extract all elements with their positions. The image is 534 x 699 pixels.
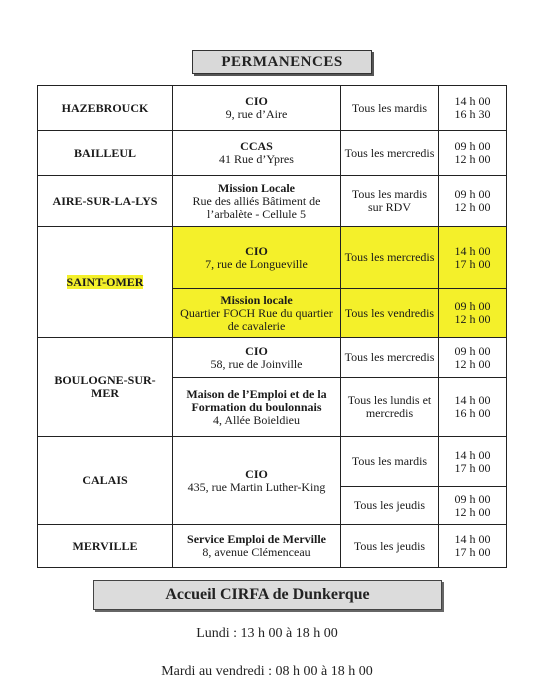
permanences-table xyxy=(37,85,507,568)
place-cell xyxy=(173,176,341,227)
city-cell: BOULOGNE-SUR-MER xyxy=(38,338,173,437)
place-address: 7, rue de Longueville xyxy=(205,256,308,271)
place-address: 8, avenue Clémenceau xyxy=(202,545,311,559)
hour-end: 17 h 00 xyxy=(454,460,491,475)
hour-end: 16 h 30 xyxy=(454,107,491,121)
place-name: Mission Locale xyxy=(218,180,295,195)
hours-cell xyxy=(439,176,507,227)
table-row xyxy=(38,338,507,378)
hour-start: 09 h 00 xyxy=(454,187,491,201)
table-row xyxy=(38,131,507,176)
hour-end: 12 h 00 xyxy=(454,312,491,326)
place-name: CIO xyxy=(245,343,268,358)
place-cell xyxy=(173,525,341,568)
place-address: 4, Allée Boieldieu xyxy=(213,412,300,427)
hour-end: 12 h 00 xyxy=(454,152,491,166)
hour-end: 12 h 00 xyxy=(454,504,491,519)
place-address: Rue des alliés Bâtiment de l’arbalète - Cellule 5 xyxy=(192,193,321,221)
hours-cell xyxy=(439,86,507,131)
hour-start: 14 h 00 xyxy=(454,532,491,546)
city-cell: MERVILLE xyxy=(38,525,173,568)
hours-cell xyxy=(439,289,507,338)
days-cell: Tous les mercredis xyxy=(341,227,439,289)
hour-end: 17 h 00 xyxy=(454,545,491,559)
hour-start: 14 h 00 xyxy=(454,393,491,407)
city-highlight: SAINT-OMER xyxy=(66,274,144,289)
cirfa-title: Accueil CIRFA de Dunkerque xyxy=(93,580,442,610)
days-cell: Tous les jeudis xyxy=(341,525,439,568)
place-name: CCAS xyxy=(240,139,273,153)
days-cell: Tous les jeudis xyxy=(341,487,439,525)
days-cell: Tous les mardis xyxy=(341,86,439,131)
place-cell xyxy=(173,227,341,289)
hours-cell xyxy=(439,525,507,568)
days-cell: Tous les mercredis xyxy=(341,338,439,378)
hour-start: 09 h 00 xyxy=(454,299,491,313)
hours-cell xyxy=(439,378,507,437)
hours-cell xyxy=(439,437,507,487)
hours-cell xyxy=(439,487,507,525)
cirfa-hours-weekdays: Mardi au vendredi : 08 h 00 à 18 h 00 xyxy=(161,664,373,679)
table-row xyxy=(38,525,507,568)
hour-start: 14 h 00 xyxy=(454,243,491,258)
page-title: PERMANENCES xyxy=(192,50,372,74)
hour-end: 12 h 00 xyxy=(454,200,491,214)
place-name: Mission locale xyxy=(220,292,293,307)
days-cell: Tous les mardis sur RDV xyxy=(341,176,439,227)
city-cell: HAZEBROUCK xyxy=(38,86,173,131)
days-cell: Tous les vendredis xyxy=(341,289,439,338)
hour-start: 09 h 00 xyxy=(454,139,491,153)
place-cell xyxy=(173,338,341,378)
place-name: CIO xyxy=(245,94,268,108)
hour-start: 14 h 00 xyxy=(454,447,491,462)
hour-start: 09 h 00 xyxy=(454,343,491,358)
table-row xyxy=(38,437,507,487)
hour-start: 14 h 00 xyxy=(454,94,491,108)
table-row xyxy=(38,227,507,289)
days-cell: Tous les lundis et mercredis xyxy=(341,378,439,437)
place-address: 58, rue de Joinville xyxy=(210,356,303,371)
table-row xyxy=(38,176,507,227)
city-cell: AIRE-SUR-LA-LYS xyxy=(38,176,173,227)
hours-cell xyxy=(439,227,507,289)
place-cell xyxy=(173,289,341,338)
place-cell xyxy=(173,86,341,131)
place-name: Maison de l’Emploi et de la Formation du boulonnais xyxy=(186,386,327,414)
place-name: CIO xyxy=(245,243,268,258)
hour-end: 17 h 00 xyxy=(454,256,491,271)
days-cell: Tous les mercredis xyxy=(341,131,439,176)
days-cell: Tous les mardis xyxy=(341,437,439,487)
hour-end: 16 h 00 xyxy=(454,406,491,420)
place-cell xyxy=(173,437,341,525)
place-name: Service Emploi de Merville xyxy=(187,532,326,546)
place-address: 9, rue d’Aire xyxy=(225,107,288,121)
city-cell xyxy=(38,227,173,338)
hour-start: 09 h 00 xyxy=(454,491,491,506)
hours-cell xyxy=(439,131,507,176)
hours-cell xyxy=(439,338,507,378)
place-name: CIO xyxy=(245,466,268,481)
place-cell xyxy=(173,131,341,176)
hour-end: 12 h 00 xyxy=(454,356,491,371)
cirfa-hours-monday: Lundi : 13 h 00 à 18 h 00 xyxy=(196,626,338,641)
place-cell xyxy=(173,378,341,437)
place-address: 435, rue Martin Luther-King xyxy=(187,479,326,494)
city-cell: CALAIS xyxy=(38,437,173,525)
table-row xyxy=(38,86,507,131)
city-cell: BAILLEUL xyxy=(38,131,173,176)
place-address: 41 Rue d’Ypres xyxy=(219,152,294,166)
place-address: Quartier FOCH Rue du quartier de cavalerie xyxy=(180,305,333,333)
